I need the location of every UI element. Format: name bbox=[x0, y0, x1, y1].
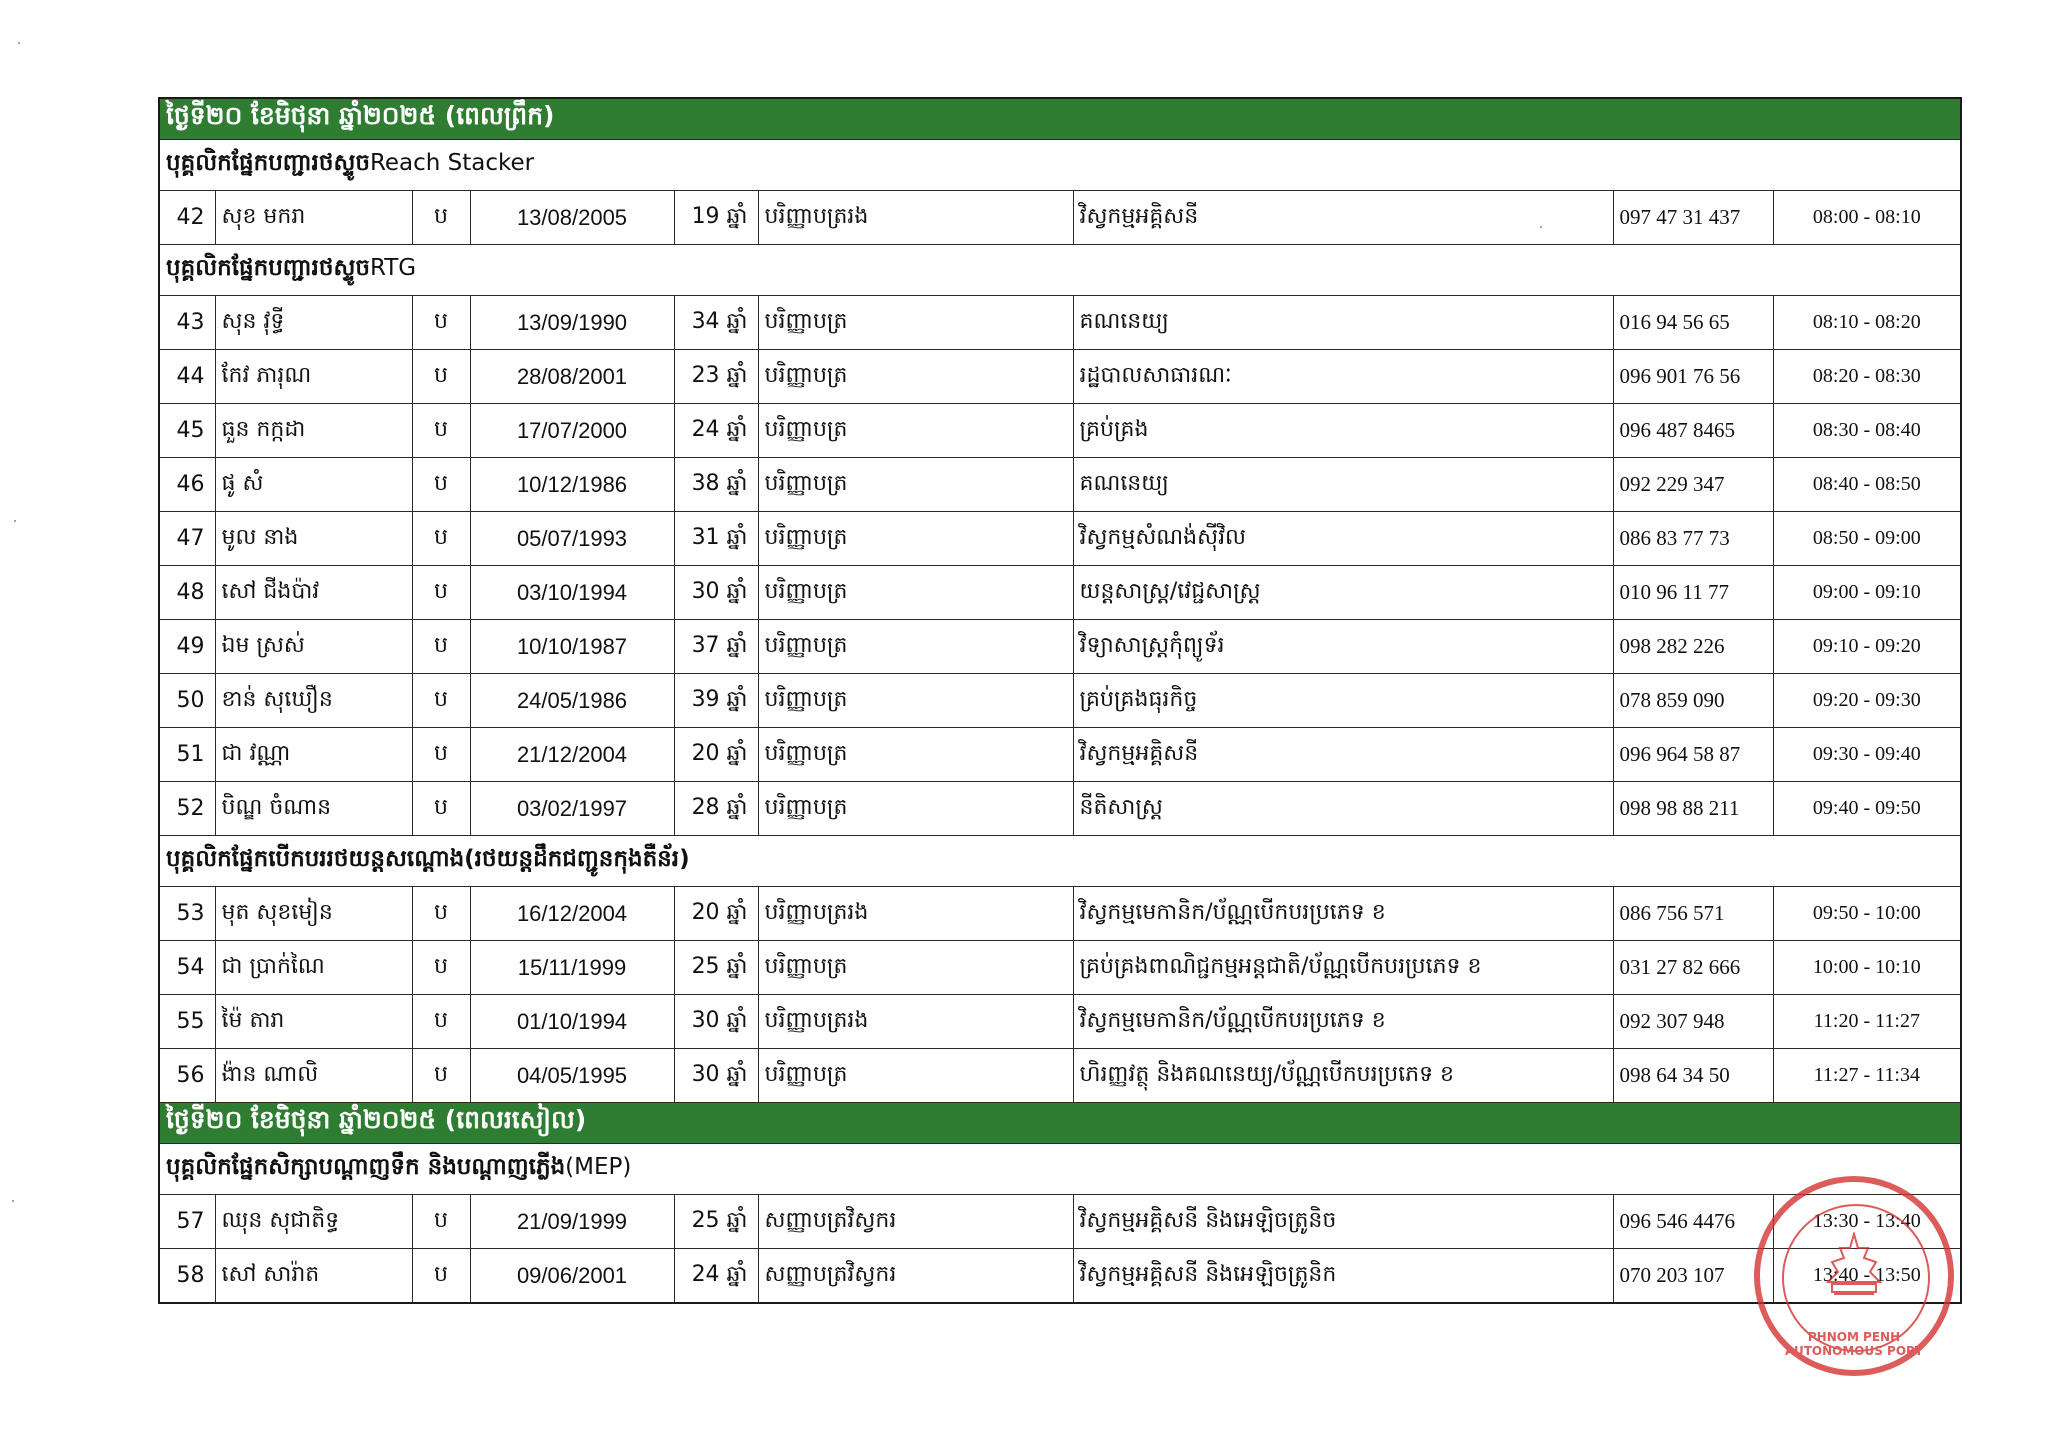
major-cell: គ្រប់គ្រងធុរកិច្ច bbox=[1073, 674, 1613, 728]
interview-time-cell: 11:20 - 11:27 bbox=[1773, 995, 1961, 1049]
birth-date-cell: 04/05/1995 bbox=[470, 1049, 674, 1103]
group-title bbox=[159, 1144, 1961, 1195]
degree-cell: បរិញ្ញាបត្រ bbox=[758, 566, 1073, 620]
interview-time-cell: 08:50 - 09:00 bbox=[1773, 512, 1961, 566]
phone-number-cell: 086 83 77 73 bbox=[1613, 512, 1773, 566]
interview-time-cell: 10:00 - 10:10 bbox=[1773, 941, 1961, 995]
interview-time-cell: 08:20 - 08:30 bbox=[1773, 350, 1961, 404]
major-cell: វិស្វកម្មមេកានិក/ប័ណ្ណបើកបរប្រភេទ ខ bbox=[1073, 995, 1613, 1049]
group-title-en: RTG bbox=[369, 254, 417, 281]
gender-cell: ប bbox=[412, 782, 470, 836]
degree-cell: បរិញ្ញាបត្រ bbox=[758, 728, 1073, 782]
candidate-name-cell: ធួន កក្កដា bbox=[215, 404, 412, 458]
candidate-name-cell: ខាន់ សុឃឿន bbox=[215, 674, 412, 728]
phone-number-cell: 031 27 82 666 bbox=[1613, 941, 1773, 995]
session-title: ថ្ងៃទី២០ ខែមិថុនា ឆ្នាំ២០២៥ (ពេលរសៀល) bbox=[159, 1103, 1961, 1144]
row-number-cell: 52 bbox=[159, 782, 215, 836]
degree-cell: បរិញ្ញាបត្រ bbox=[758, 296, 1073, 350]
birth-date-cell: 13/08/2005 bbox=[470, 191, 674, 245]
candidate-name-cell: ង៉ាន ណាលិ bbox=[215, 1049, 412, 1103]
major-cell: យន្តសាស្ត្រ/វេជ្ជសាស្ត្រ bbox=[1073, 566, 1613, 620]
phone-number-cell: 092 307 948 bbox=[1613, 995, 1773, 1049]
phone-number-cell: 096 964 58 87 bbox=[1613, 728, 1773, 782]
candidate-name-cell: ឯម ស្រស់ bbox=[215, 620, 412, 674]
row-number-cell: 49 bbox=[159, 620, 215, 674]
group-title-km: បុគ្គលិកផ្នែកបើកបររថយន្តសណ្តោង(រថយន្តដឹកជញ្ជូនកុងតឺន័រ) bbox=[166, 845, 690, 872]
phone-number-cell: 086 756 571 bbox=[1613, 887, 1773, 941]
row-number-cell: 53 bbox=[159, 887, 215, 941]
row-number-cell: 46 bbox=[159, 458, 215, 512]
age-cell: 25 ឆ្នាំ bbox=[674, 941, 758, 995]
phone-number-cell: 092 229 347 bbox=[1613, 458, 1773, 512]
age-cell: 24 ឆ្នាំ bbox=[674, 1249, 758, 1304]
gender-cell: ប bbox=[412, 1249, 470, 1304]
group-title bbox=[159, 140, 1961, 191]
phone-number-cell: 010 96 11 77 bbox=[1613, 566, 1773, 620]
schedule-body bbox=[159, 98, 1961, 1303]
age-cell: 24 ឆ្នាំ bbox=[674, 404, 758, 458]
age-cell: 20 ឆ្នាំ bbox=[674, 887, 758, 941]
table-row bbox=[159, 458, 1961, 512]
gender-cell: ប bbox=[412, 566, 470, 620]
degree-cell: សញ្ញាបត្រវិស្វករ bbox=[758, 1195, 1073, 1249]
age-cell: 19 ឆ្នាំ bbox=[674, 191, 758, 245]
degree-cell: បរិញ្ញាបត្រ bbox=[758, 458, 1073, 512]
table-row bbox=[159, 566, 1961, 620]
candidate-name-cell: កែវ ភារុណ bbox=[215, 350, 412, 404]
interview-time-cell: 08:30 - 08:40 bbox=[1773, 404, 1961, 458]
major-cell: វិស្វកម្មអគ្គិសនី bbox=[1073, 191, 1613, 245]
table-row bbox=[159, 191, 1961, 245]
table-row bbox=[159, 782, 1961, 836]
candidate-name-cell: មុត សុខមៀន bbox=[215, 887, 412, 941]
candidate-name-cell: មូល នាង bbox=[215, 512, 412, 566]
candidate-name-cell: ផូ សំ bbox=[215, 458, 412, 512]
major-cell: វិស្វកម្មអគ្គិសនី និងអេឡិចត្រូនិក bbox=[1073, 1249, 1613, 1304]
row-number-cell: 43 bbox=[159, 296, 215, 350]
gender-cell: ប bbox=[412, 620, 470, 674]
session-title: ថ្ងៃទី២០ ខែមិថុនា ឆ្នាំ២០២៥ (ពេលព្រឹក) bbox=[159, 98, 1961, 140]
phone-number-cell: 096 546 4476 bbox=[1613, 1195, 1773, 1249]
birth-date-cell: 01/10/1994 bbox=[470, 995, 674, 1049]
birth-date-cell: 03/02/1997 bbox=[470, 782, 674, 836]
interview-time-cell: 08:40 - 08:50 bbox=[1773, 458, 1961, 512]
candidate-name-cell: សៅ សារ៉ាត bbox=[215, 1249, 412, 1304]
temple-emblem-icon bbox=[1824, 1232, 1884, 1302]
table-row bbox=[159, 995, 1961, 1049]
group-title-km: បុគ្គលិកផ្នែកបញ្ជារថស្ទូច bbox=[166, 254, 370, 281]
phone-number-cell: 096 487 8465 bbox=[1613, 404, 1773, 458]
row-number-cell: 47 bbox=[159, 512, 215, 566]
group-title-km: បុគ្គលិកផ្នែកបញ្ជារថស្ទូច bbox=[166, 149, 370, 176]
birth-date-cell: 13/09/1990 bbox=[470, 296, 674, 350]
candidate-name-cell: ជា ប្រាក់ណៃ bbox=[215, 941, 412, 995]
degree-cell: បរិញ្ញាបត្រ bbox=[758, 941, 1073, 995]
birth-date-cell: 10/12/1986 bbox=[470, 458, 674, 512]
gender-cell: ប bbox=[412, 941, 470, 995]
table-row bbox=[159, 728, 1961, 782]
degree-cell: បរិញ្ញាបត្រ bbox=[758, 620, 1073, 674]
birth-date-cell: 21/12/2004 bbox=[470, 728, 674, 782]
scan-speck bbox=[12, 1200, 14, 1202]
gender-cell: ប bbox=[412, 1049, 470, 1103]
degree-cell: សញ្ញាបត្រវិស្វករ bbox=[758, 1249, 1073, 1304]
major-cell: វិទ្យាសាស្ត្រកុំព្យូទ័រ bbox=[1073, 620, 1613, 674]
birth-date-cell: 05/07/1993 bbox=[470, 512, 674, 566]
degree-cell: បរិញ្ញាបត្រ bbox=[758, 512, 1073, 566]
gender-cell: ប bbox=[412, 728, 470, 782]
age-cell: 39 ឆ្នាំ bbox=[674, 674, 758, 728]
schedule-table bbox=[158, 97, 1962, 1304]
interview-time-cell: 13:40 - 13:50 bbox=[1773, 1249, 1961, 1304]
birth-date-cell: 16/12/2004 bbox=[470, 887, 674, 941]
major-cell: វិស្វកម្មមេកានិក/ប័ណ្ណបើកបរប្រភេទ ខ bbox=[1073, 887, 1613, 941]
group-title bbox=[159, 245, 1961, 296]
gender-cell: ប bbox=[412, 350, 470, 404]
gender-cell: ប bbox=[412, 887, 470, 941]
interview-time-cell: 09:20 - 09:30 bbox=[1773, 674, 1961, 728]
age-cell: 30 ឆ្នាំ bbox=[674, 566, 758, 620]
birth-date-cell: 21/09/1999 bbox=[470, 1195, 674, 1249]
table-row bbox=[159, 404, 1961, 458]
age-cell: 37 ឆ្នាំ bbox=[674, 620, 758, 674]
gender-cell: ប bbox=[412, 404, 470, 458]
gender-cell: ប bbox=[412, 296, 470, 350]
age-cell: 31 ឆ្នាំ bbox=[674, 512, 758, 566]
degree-cell: បរិញ្ញាបត្ររង bbox=[758, 995, 1073, 1049]
major-cell: រដ្ឋបាលសាធារណៈ bbox=[1073, 350, 1613, 404]
degree-cell: បរិញ្ញាបត្រ bbox=[758, 782, 1073, 836]
major-cell: គ្រប់គ្រង bbox=[1073, 404, 1613, 458]
table-row bbox=[159, 1049, 1961, 1103]
group-header bbox=[159, 1144, 1961, 1195]
major-cell: វិស្វកម្មអគ្គិសនី និងអេឡិចត្រូនិច bbox=[1073, 1195, 1613, 1249]
degree-cell: បរិញ្ញាបត្រ bbox=[758, 404, 1073, 458]
interview-time-cell: 13:30 - 13:40 bbox=[1773, 1195, 1961, 1249]
birth-date-cell: 24/05/1986 bbox=[470, 674, 674, 728]
major-cell: គ្រប់គ្រងពាណិជ្ជកម្មអន្តជាតិ/ប័ណ្ណបើកបរប្រភេទ ខ bbox=[1073, 941, 1613, 995]
degree-cell: បរិញ្ញាបត្ររង bbox=[758, 191, 1073, 245]
candidate-name-cell: ម៉ៃ តារា bbox=[215, 995, 412, 1049]
degree-cell: បរិញ្ញាបត្រ bbox=[758, 674, 1073, 728]
age-cell: 30 ឆ្នាំ bbox=[674, 995, 758, 1049]
table-row bbox=[159, 1195, 1961, 1249]
group-title-km: បុគ្គលិកផ្នែកសិក្សាបណ្តាញទឹក និងបណ្តាញភ្លើង bbox=[166, 1153, 566, 1180]
gender-cell: ប bbox=[412, 1195, 470, 1249]
table-row bbox=[159, 620, 1961, 674]
group-header bbox=[159, 245, 1961, 296]
major-cell: វិស្វកម្មអគ្គិសនី bbox=[1073, 728, 1613, 782]
degree-cell: បរិញ្ញាបត្ររង bbox=[758, 887, 1073, 941]
gender-cell: ប bbox=[412, 674, 470, 728]
interview-time-cell: 09:40 - 09:50 bbox=[1773, 782, 1961, 836]
row-number-cell: 58 bbox=[159, 1249, 215, 1304]
interview-time-cell: 11:27 - 11:34 bbox=[1773, 1049, 1961, 1103]
row-number-cell: 50 bbox=[159, 674, 215, 728]
interview-time-cell: 08:10 - 08:20 bbox=[1773, 296, 1961, 350]
major-cell: ហិរញ្ញវត្ថុ និងគណនេយ្យ/ប័ណ្ណបើកបរប្រភេទ ខ bbox=[1073, 1049, 1613, 1103]
interview-time-cell: 09:10 - 09:20 bbox=[1773, 620, 1961, 674]
official-seal-stamp bbox=[1754, 1176, 1954, 1376]
birth-date-cell: 03/10/1994 bbox=[470, 566, 674, 620]
candidate-name-cell: សុន វុទ្ធី bbox=[215, 296, 412, 350]
degree-cell: បរិញ្ញាបត្រ bbox=[758, 1049, 1073, 1103]
row-number-cell: 55 bbox=[159, 995, 215, 1049]
row-number-cell: 51 bbox=[159, 728, 215, 782]
gender-cell: ប bbox=[412, 995, 470, 1049]
phone-number-cell: 096 901 76 56 bbox=[1613, 350, 1773, 404]
age-cell: 25 ឆ្នាំ bbox=[674, 1195, 758, 1249]
table-row bbox=[159, 1249, 1961, 1304]
candidate-name-cell: សុខ មករា bbox=[215, 191, 412, 245]
phone-number-cell: 098 98 88 211 bbox=[1613, 782, 1773, 836]
group-title-en: (MEP) bbox=[565, 1153, 632, 1180]
gender-cell: ប bbox=[412, 512, 470, 566]
row-number-cell: 44 bbox=[159, 350, 215, 404]
group-header bbox=[159, 140, 1961, 191]
table-row bbox=[159, 296, 1961, 350]
table-row bbox=[159, 887, 1961, 941]
row-number-cell: 54 bbox=[159, 941, 215, 995]
row-number-cell: 45 bbox=[159, 404, 215, 458]
interview-time-cell: 08:00 - 08:10 bbox=[1773, 191, 1961, 245]
row-number-cell: 57 bbox=[159, 1195, 215, 1249]
major-cell: នីតិសាស្ត្រ bbox=[1073, 782, 1613, 836]
interview-time-cell: 09:50 - 10:00 bbox=[1773, 887, 1961, 941]
session-header bbox=[159, 1103, 1961, 1144]
age-cell: 28 ឆ្នាំ bbox=[674, 782, 758, 836]
session-header bbox=[159, 98, 1961, 140]
seal-text: PHNOM PENH AUTONOMOUS PORT bbox=[1785, 1330, 1923, 1358]
age-cell: 23 ឆ្នាំ bbox=[674, 350, 758, 404]
gender-cell: ប bbox=[412, 191, 470, 245]
birth-date-cell: 15/11/1999 bbox=[470, 941, 674, 995]
row-number-cell: 48 bbox=[159, 566, 215, 620]
candidate-name-cell: ជា វណ្ណា bbox=[215, 728, 412, 782]
interview-time-cell: 09:00 - 09:10 bbox=[1773, 566, 1961, 620]
phone-number-cell: 097 47 31 437 bbox=[1613, 191, 1773, 245]
row-number-cell: 42 bbox=[159, 191, 215, 245]
birth-date-cell: 28/08/2001 bbox=[470, 350, 674, 404]
table-row bbox=[159, 350, 1961, 404]
phone-number-cell: 078 859 090 bbox=[1613, 674, 1773, 728]
group-title bbox=[159, 836, 1961, 887]
major-cell: គណនេយ្យ bbox=[1073, 296, 1613, 350]
age-cell: 34 ឆ្នាំ bbox=[674, 296, 758, 350]
phone-number-cell: 098 64 34 50 bbox=[1613, 1049, 1773, 1103]
candidate-name-cell: បិណ្ឌ ចំណាន bbox=[215, 782, 412, 836]
age-cell: 38 ឆ្នាំ bbox=[674, 458, 758, 512]
major-cell: គណនេយ្យ bbox=[1073, 458, 1613, 512]
phone-number-cell: 016 94 56 65 bbox=[1613, 296, 1773, 350]
interview-time-cell: 09:30 - 09:40 bbox=[1773, 728, 1961, 782]
age-cell: 20 ឆ្នាំ bbox=[674, 728, 758, 782]
candidate-name-cell: សៅ ជីងប៉ាវ bbox=[215, 566, 412, 620]
age-cell: 30 ឆ្នាំ bbox=[674, 1049, 758, 1103]
scan-speck bbox=[18, 42, 20, 44]
group-title-en: Reach Stacker bbox=[369, 149, 535, 176]
degree-cell: បរិញ្ញាបត្រ bbox=[758, 350, 1073, 404]
phone-number-cell: 070 203 107 bbox=[1613, 1249, 1773, 1304]
table-row bbox=[159, 512, 1961, 566]
phone-number-cell: 098 282 226 bbox=[1613, 620, 1773, 674]
major-cell: វិស្វកម្មសំណង់ស៊ីវិល bbox=[1073, 512, 1613, 566]
scan-speck bbox=[1540, 226, 1542, 228]
birth-date-cell: 17/07/2000 bbox=[470, 404, 674, 458]
group-header bbox=[159, 836, 1961, 887]
scan-speck bbox=[14, 520, 16, 522]
candidate-name-cell: ឈុន សុជាតិទ្ធ bbox=[215, 1195, 412, 1249]
birth-date-cell: 09/06/2001 bbox=[470, 1249, 674, 1304]
table-row bbox=[159, 674, 1961, 728]
birth-date-cell: 10/10/1987 bbox=[470, 620, 674, 674]
gender-cell: ប bbox=[412, 458, 470, 512]
table-row bbox=[159, 941, 1961, 995]
row-number-cell: 56 bbox=[159, 1049, 215, 1103]
